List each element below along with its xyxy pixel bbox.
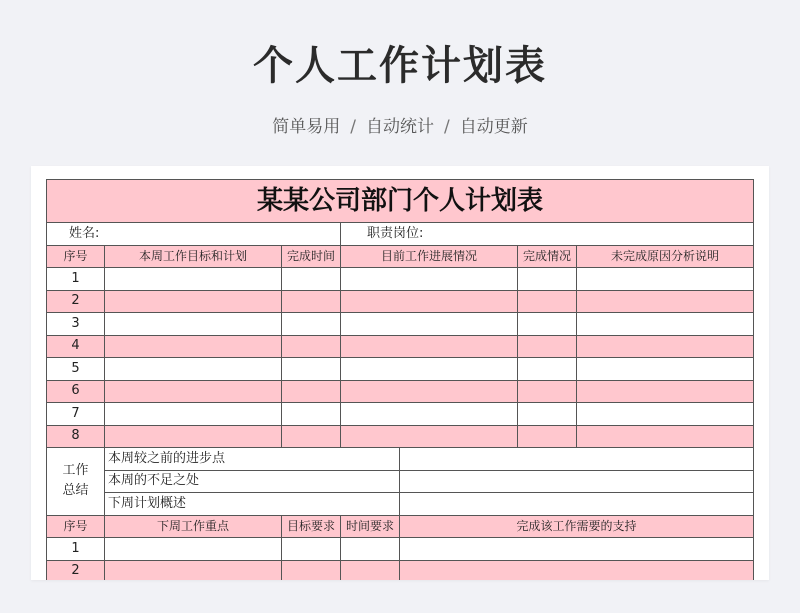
subtitle-item: 自动统计 — [366, 117, 434, 137]
cell[interactable] — [282, 358, 341, 381]
cell[interactable] — [400, 470, 754, 493]
page-title: 个人工作计划表 — [253, 43, 547, 89]
cell[interactable] — [282, 403, 341, 426]
sheet-title: 某某公司部门个人计划表 — [47, 180, 754, 223]
cell[interactable] — [518, 335, 577, 358]
cell[interactable] — [282, 335, 341, 358]
col-header-index: 序号 — [47, 515, 105, 538]
row-index: 3 — [47, 313, 105, 336]
cell[interactable] — [341, 538, 400, 561]
table-row — [47, 538, 754, 561]
page-subtitle — [0, 112, 800, 137]
cell[interactable] — [518, 425, 577, 448]
cell[interactable] — [341, 313, 518, 336]
row-index: 2 — [47, 290, 105, 313]
table-row — [47, 290, 754, 313]
cell[interactable] — [105, 313, 282, 336]
spreadsheet-preview-card — [31, 166, 769, 580]
cell[interactable] — [105, 268, 282, 291]
table-row — [47, 560, 754, 580]
cell[interactable] — [105, 380, 282, 403]
cell[interactable] — [577, 268, 754, 291]
cell[interactable] — [105, 425, 282, 448]
cell[interactable] — [518, 403, 577, 426]
cell[interactable] — [577, 380, 754, 403]
col-header-finish-time: 完成时间 — [282, 245, 341, 268]
col-header-progress: 目前工作进展情况 — [341, 245, 518, 268]
cell[interactable] — [400, 448, 754, 471]
cell[interactable] — [341, 403, 518, 426]
plan-header-row — [47, 245, 754, 268]
cell[interactable] — [577, 335, 754, 358]
cell[interactable] — [518, 268, 577, 291]
table-row — [47, 313, 754, 336]
cell[interactable] — [282, 560, 341, 580]
cell[interactable] — [577, 358, 754, 381]
cell[interactable] — [341, 358, 518, 381]
work-summary-label — [47, 448, 105, 516]
cell[interactable] — [282, 425, 341, 448]
cell[interactable] — [341, 268, 518, 291]
cell[interactable] — [105, 403, 282, 426]
cell[interactable] — [105, 560, 282, 580]
cell[interactable] — [400, 560, 754, 580]
cell[interactable] — [341, 290, 518, 313]
summary-item-progress: 本周较之前的进步点 — [105, 448, 400, 471]
table-row — [47, 380, 754, 403]
cell[interactable] — [518, 290, 577, 313]
col-header-index: 序号 — [47, 245, 105, 268]
cell[interactable] — [577, 425, 754, 448]
cell[interactable] — [577, 313, 754, 336]
summary-label-line: 总结 — [62, 483, 89, 499]
summary-item-shortcomings: 本周的不足之处 — [105, 470, 400, 493]
cell[interactable] — [341, 425, 518, 448]
cell[interactable] — [341, 335, 518, 358]
cell[interactable] — [518, 313, 577, 336]
next-week-header-row — [47, 515, 754, 538]
cell[interactable] — [282, 268, 341, 291]
cell[interactable] — [341, 560, 400, 580]
cell[interactable] — [518, 358, 577, 381]
cell[interactable] — [282, 380, 341, 403]
row-index: 1 — [47, 268, 105, 291]
cell[interactable] — [400, 493, 754, 516]
table-row — [47, 335, 754, 358]
cell[interactable] — [577, 290, 754, 313]
summary-row — [47, 470, 754, 493]
col-header-next-focus: 下周工作重点 — [105, 515, 282, 538]
col-header-time-req: 时间要求 — [341, 515, 400, 538]
subtitle-item: 自动更新 — [459, 117, 528, 137]
table-row — [47, 403, 754, 426]
name-label: 姓名: — [47, 223, 341, 246]
cell[interactable] — [105, 335, 282, 358]
cell[interactable] — [282, 290, 341, 313]
cell[interactable] — [105, 358, 282, 381]
table-row — [47, 268, 754, 291]
position-label — [341, 223, 754, 246]
summary-label-line: 工作 — [62, 463, 89, 479]
row-index: 7 — [47, 403, 105, 426]
cell[interactable] — [577, 403, 754, 426]
row-index: 6 — [47, 380, 105, 403]
row-index: 5 — [47, 358, 105, 381]
position-label-text: 职责岗位: — [367, 225, 424, 241]
row-index: 8 — [47, 425, 105, 448]
cell[interactable] — [105, 290, 282, 313]
summary-item-next-plan: 下周计划概述 — [105, 493, 400, 516]
plan-sheet — [46, 179, 754, 580]
table-row — [47, 425, 754, 448]
sheet-title-row — [47, 180, 754, 223]
cell[interactable] — [400, 538, 754, 561]
row-index: 4 — [47, 335, 105, 358]
subtitle-item: 简单易用 — [272, 117, 341, 137]
col-header-status: 完成情况 — [518, 245, 577, 268]
table-row — [47, 358, 754, 381]
subtitle-separator: / — [444, 117, 450, 137]
cell[interactable] — [105, 538, 282, 561]
col-header-reason: 未完成原因分析说明 — [577, 245, 754, 268]
col-header-target: 目标要求 — [282, 515, 341, 538]
summary-row — [47, 448, 754, 471]
col-header-support: 完成该工作需要的支持 — [400, 515, 754, 538]
row-index: 2 — [47, 560, 105, 580]
col-header-weekly-goal: 本周工作目标和计划 — [105, 245, 282, 268]
info-row — [47, 223, 754, 246]
cell[interactable] — [341, 380, 518, 403]
summary-row — [47, 493, 754, 516]
subtitle-separator: / — [350, 117, 356, 137]
cell[interactable] — [282, 313, 341, 336]
cell[interactable] — [282, 538, 341, 561]
row-index: 1 — [47, 538, 105, 561]
cell[interactable] — [518, 380, 577, 403]
